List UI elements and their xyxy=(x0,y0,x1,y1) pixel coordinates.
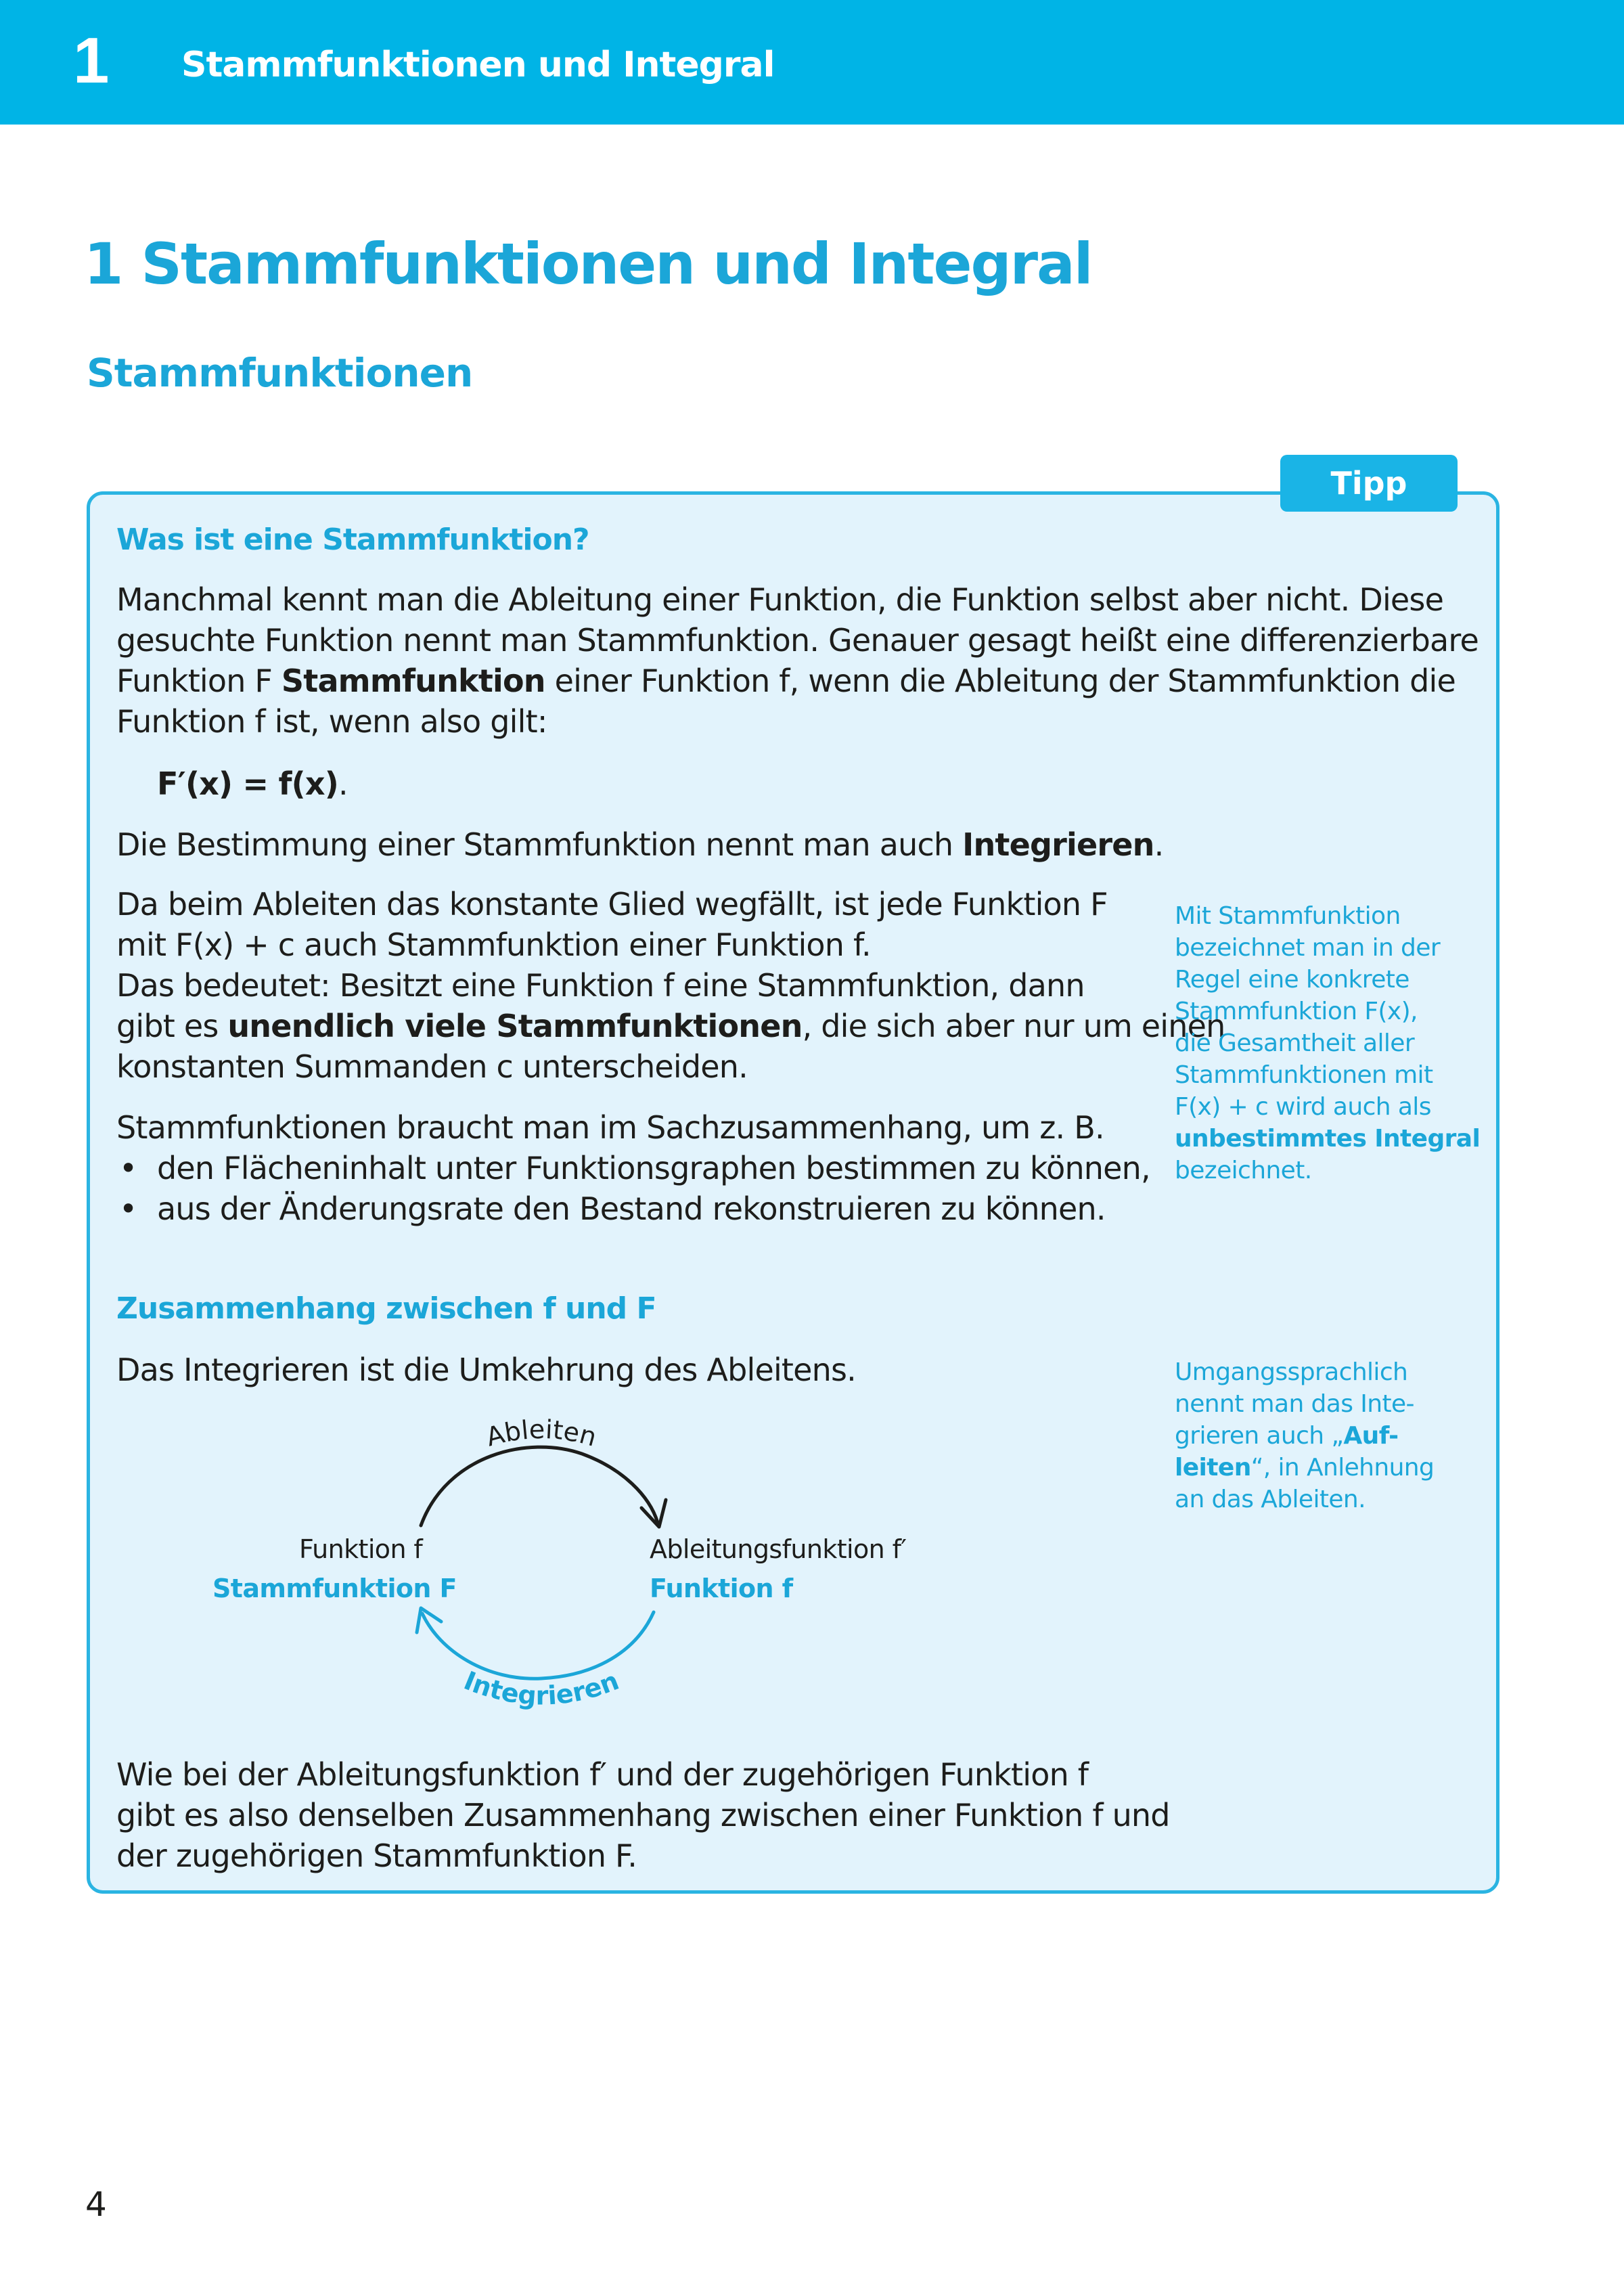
integrieren-label: Integrieren xyxy=(459,1665,623,1711)
text-line: Manchmal kennt man die Ableitung einer Funktion, die Funktion selbst aber nicht. Diese xyxy=(116,581,1444,618)
text-line: Da beim Ableiten das konstante Glied wegfällt, ist jede Funktion F xyxy=(116,886,1108,922)
integrieren-arrow xyxy=(422,1612,654,1678)
text-line: Das bedeutet: Besitzt eine Funktion f eine Stammfunktion, dann xyxy=(116,967,1085,1004)
margin-note-aufleiten: Umgangssprachlich nennt man das Inte- grieren auch „Auf- leiten“, in Anlehnung an das Ableiten. xyxy=(1175,1358,1435,1513)
integrieren-arrowhead xyxy=(417,1608,441,1632)
diagram-left-bottom: Stammfunktion F xyxy=(212,1574,457,1603)
tip-tab: Tipp xyxy=(1280,455,1458,512)
paragraph-conclusion xyxy=(116,1754,1170,1876)
section-heading: Stammfunktionen xyxy=(87,350,473,396)
text-line: der zugehörigen Stammfunktion F. xyxy=(116,1838,637,1874)
diagram-right-top: Ableitungsfunktion f′ xyxy=(650,1534,907,1564)
margin-note-stammfunktion: Mit Stammfunktion bezeichnet man in der Regel eine konkrete Stammfunktion F(x), die Gesamtheit aller Stammfunktionen mit F(x) + c wird auch als unbestimmtes Integral bezeichnet. xyxy=(1175,902,1481,1184)
text-line: gesuchte Funktion nennt man Stammfunktion. Genauer gesagt heißt eine differenzierbare xyxy=(116,622,1479,659)
text-line: Funktion f ist, wenn also gilt: xyxy=(116,703,547,740)
text-line: gibt es also denselben Zusammenhang zwischen einer Funktion f und xyxy=(116,1797,1170,1833)
ableiten-label: Ableiten xyxy=(482,1414,600,1452)
text-line: mit F(x) + c auch Stammfunktion einer Funktion f. xyxy=(116,927,871,963)
ableiten-arrow xyxy=(421,1447,658,1526)
header-chapter-number: 1 xyxy=(73,24,110,97)
list-item: • aus der Änderungsrate den Bestand rekonstruieren zu können. xyxy=(116,1188,1150,1229)
box-heading-definition: Was ist eine Stammfunktion? xyxy=(116,522,589,557)
text-line: konstanten Summanden c unterscheiden. xyxy=(116,1048,748,1085)
text-line: gibt es unendlich viele Stammfunktionen, die sich aber nur um einen xyxy=(116,1008,1225,1044)
formula-line: F′(x) = f(x). xyxy=(157,765,348,802)
diagram-right-bottom: Funktion f xyxy=(650,1574,793,1603)
header-chapter-title: Stammfunktionen und Integral xyxy=(181,45,775,85)
box-heading-relation: Zusammenhang zwischen f und F xyxy=(116,1291,656,1326)
list-item: • den Flächeninhalt unter Funktionsgraphen bestimmen zu können, xyxy=(116,1148,1150,1188)
page-number: 4 xyxy=(85,2185,107,2224)
text-line: Funktion F Stammfunktion einer Funktion f, wenn die Ableitung der Stammfunktion die xyxy=(116,663,1456,699)
formula: F′(x) = f(x) xyxy=(157,765,338,802)
paragraph-integrieren: Die Bestimmung einer Stammfunktion nennt man auch Integrieren. xyxy=(116,826,1164,863)
text-line: Wie bei der Ableitungsfunktion f′ und der zugehörigen Funktion f xyxy=(116,1756,1089,1793)
svg-text:Integrieren xyxy=(459,1666,623,1711)
chapter-heading-number: 1 xyxy=(84,231,122,297)
paragraph-inverse: Das Integrieren ist die Umkehrung des Ableitens. xyxy=(116,1352,857,1388)
text-line: Stammfunktionen braucht man im Sachzusammenhang, um z. B. xyxy=(116,1109,1104,1146)
chapter-heading-title: Stammfunktionen und Integral xyxy=(141,231,1092,297)
diagram-left-top: Funktion f xyxy=(299,1534,423,1564)
